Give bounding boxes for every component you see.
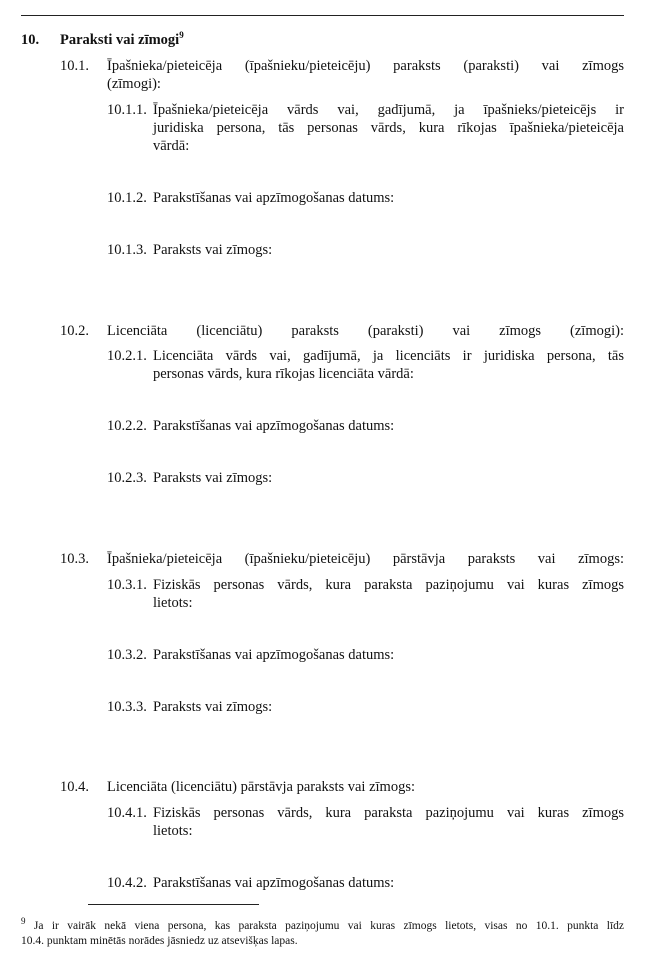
item-number: 10.3.3. [107, 699, 147, 715]
footnote-separator [88, 904, 259, 905]
item-number: 10.2. [60, 323, 89, 339]
item-number: 10.4.1. [107, 805, 147, 821]
item-number: 10.3. [60, 551, 89, 567]
item-number: 10.2.1. [107, 348, 147, 364]
item-text: personas vārds, kura rīkojas licenciāta vārdā: [153, 366, 414, 382]
item-text: juridiska persona, tās personas vārds, kura rīkojas īpašnieka/pieteicēja [153, 120, 624, 136]
item-text: Parakstīšanas vai apzīmogošanas datums: [153, 418, 395, 434]
item-number: 10.2.3. [107, 470, 147, 486]
footnote-marker: 9 [21, 916, 26, 927]
item-text: lietots: [153, 595, 193, 611]
item-text: vārdā: [153, 138, 190, 154]
footnote-ref: 9 [179, 30, 184, 41]
item-text: Īpašnieka/pieteicēja (īpašnieku/pieteicēju) paraksts (paraksti) vai zīmogs [107, 58, 624, 74]
item-number: 10.3.2. [107, 647, 147, 663]
item-text: Fiziskās personas vārds, kura paraksta paziņojumu vai kuras zīmogs [153, 577, 624, 593]
item-number: 10.1.2. [107, 190, 147, 206]
item-text: Licenciāta (licenciātu) paraksts (paraksti) vai zīmogs (zīmogi): [107, 323, 624, 339]
item-text: Parakstīšanas vai apzīmogošanas datums: [153, 875, 395, 891]
item-text: Licenciāta (licenciātu) pārstāvja paraksts vai zīmogs: [107, 779, 415, 795]
item-number: 10.3.1. [107, 577, 147, 593]
item-number: 10.4.2. [107, 875, 147, 891]
item-text: Fiziskās personas vārds, kura paraksta paziņojumu vai kuras zīmogs [153, 805, 624, 821]
item-number: 10.2.2. [107, 418, 147, 434]
item-text: Paraksts vai zīmogs: [153, 242, 273, 258]
footnote-line: 10.4. punktam minētās norādes jāsniedz uz atsevišķas lapas. [21, 935, 298, 947]
item-text: (zīmogi): [107, 76, 161, 92]
item-text: Parakstīšanas vai apzīmogošanas datums: [153, 647, 395, 663]
item-text: lietots: [153, 823, 193, 839]
footnote-line: $^9$ Ja ir vairāk nekā viena persona, kas paraksta paziņojumu vai kuras zīmogs lietots, visas no 10.1. punkta līdz [21, 916, 625, 932]
item-number: 10.1.3. [107, 242, 147, 258]
item-number: 10.1.1. [107, 102, 147, 118]
section-number: 10. [21, 32, 40, 48]
top-rule [21, 15, 624, 16]
item-text: Īpašnieka/pieteicēja vārds vai, gadījumā, ja īpašnieks/pieteicējs ir [153, 102, 624, 118]
item-text: Parakstīšanas vai apzīmogošanas datums: [153, 190, 395, 206]
item-number: 10.1. [60, 58, 89, 74]
item-number: 10.4. [60, 779, 89, 795]
section-title: Paraksti vai zīmogi$^9$ [60, 30, 184, 48]
item-text: Licenciāta vārds vai, gadījumā, ja licenciāts ir juridiska persona, tās [153, 348, 624, 364]
item-text: Īpašnieka/pieteicēja (īpašnieku/pieteicēju) pārstāvja paraksts vai zīmogs: [107, 551, 624, 567]
item-text: Paraksts vai zīmogs: [153, 470, 273, 486]
item-text: Paraksts vai zīmogs: [153, 699, 273, 715]
